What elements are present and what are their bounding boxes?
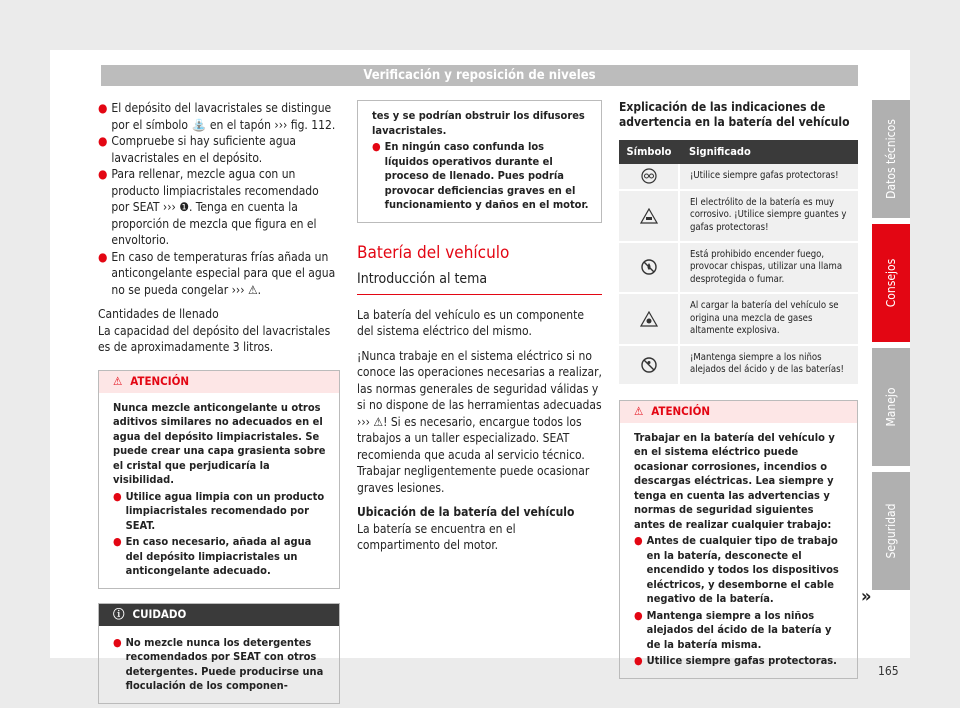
table-row: ¡Utilice siempre gafas protectoras! bbox=[619, 164, 858, 190]
table-row: ¡Mantenga siempre a los niños alejados del ácido y de las baterías! bbox=[619, 345, 858, 385]
column-3 bbox=[619, 100, 858, 679]
list-item: ● No mezcle nunca los detergentes recomendados por SEAT con otros detergentes. Puede producirse una floculación de los componen- bbox=[113, 635, 324, 692]
caution-header: ⓘ CUIDADO bbox=[99, 604, 339, 626]
list-item: ● En caso necesario, añada al agua del depósito limpiacristales un anticongelante adecuado. bbox=[113, 535, 312, 577]
capacity-text: La capacidad del depósito del lavacristales es de aproximadamente 3 litros. bbox=[98, 323, 331, 354]
keep-children-away-icon bbox=[641, 357, 657, 373]
table-row: Está prohibido encender fuego, provocar chispas, utilizar una llama desprotegida o fumar. bbox=[619, 242, 858, 294]
corrosive-icon bbox=[640, 208, 658, 224]
battery-warning-box bbox=[619, 400, 858, 679]
explosive-icon bbox=[640, 311, 658, 327]
capacity-heading: Cantidades de llenado bbox=[98, 307, 219, 321]
caution-icon: ⓘ bbox=[113, 607, 125, 622]
column-header: Significado bbox=[679, 140, 858, 164]
continue-mark: » bbox=[861, 586, 872, 607]
caution-box-continued: tes y se podrían obstruir los difusores lavacristales. ● En ningún caso confunda los líquidos operativos durante el proceso de llenado. Pues podría provocar deficiencias graves en el funcionamiento y daños en el motor. bbox=[357, 100, 602, 223]
table-row: El electrólito de la batería es muy corrosivo. ¡Utilice siempre guantes y gafas protectoras! bbox=[619, 190, 858, 242]
warning-lead: Nunca mezcle anticongelante u otros aditivos similares no adecuados en el agua del depósito limpiacristales. Se puede crear una capa grasienta sobre el cristal que perjudicaría la visibilidad. bbox=[113, 400, 326, 486]
list-item: ● El depósito del lavacristales se distingue por el símbolo ⛲ en el tapón ››› fig. 112. bbox=[98, 101, 336, 132]
goggles-icon bbox=[641, 168, 657, 184]
table-row: Al cargar la batería del vehículo se origina una mezcla de gases altamente explosiva. bbox=[619, 293, 858, 345]
list-item: ● Para rellenar, mezcle agua con un producto limpiacristales recomendado por SEAT ››› ❶. Tenga en cuenta la proporción de mezcla que figura en el envoltorio. bbox=[98, 167, 319, 247]
subsection-title: Introducción al tema bbox=[357, 271, 602, 295]
table-title: Explicación de las indicaciones de advertencia en la batería del vehículo bbox=[619, 100, 850, 129]
tab-seguridad[interactable]: Seguridad bbox=[872, 472, 910, 590]
list-item: ● En caso de temperaturas frías añada un anticongelante especial para que el agua no se pueda congelar ››› ⚠. bbox=[98, 249, 336, 297]
intro-text: La batería del vehículo es un componente del sistema eléctrico del mismo. bbox=[357, 307, 585, 338]
list-item: ● Antes de cualquier tipo de trabajo en la batería, desconecte el encendido y todos los dispositivos eléctricos, y desemborne el cable negativo de la batería. bbox=[634, 534, 839, 605]
tab-manejo[interactable]: Manejo bbox=[872, 348, 910, 466]
column-header: Símbolo bbox=[619, 140, 679, 164]
list-item: ● Utilice agua limpia con un producto limpiacristales recomendado por SEAT. bbox=[113, 489, 325, 532]
warning-header: ⚠ ATENCIÓN bbox=[99, 371, 339, 393]
list-item: ● Mantenga siempre a los niños alejados del ácido de la batería y de la batería misma. bbox=[634, 608, 832, 651]
warning-lead: Trabajar en la batería del vehículo y en el sistema eléctrico puede ocasionar corrosiones, incendios o descargas eléctricas. Lea siempre y tenga en cuenta las advertencias y normas de seguridad siguientes antes de realizar cualquier trabajo: bbox=[634, 430, 835, 531]
location-text: La batería se encuentra en el compartimento del motor. bbox=[357, 521, 516, 552]
list-item: ● En ningún caso confunda los líquidos operativos durante el proceso de llenado. Pues podría provocar deficiencias graves en el funcionamiento y daños en el motor. bbox=[372, 140, 589, 211]
symbols-table bbox=[619, 140, 858, 386]
warning-icon: ⚠ bbox=[634, 404, 644, 419]
caution-box bbox=[98, 603, 340, 704]
page-header: Verificación y reposición de niveles bbox=[101, 65, 858, 86]
location-heading: Ubicación de la batería del vehículo bbox=[357, 505, 575, 519]
list-item: ● Compruebe si hay suficiente agua lavacristales en el depósito. bbox=[98, 134, 297, 165]
tab-datos-tecnicos[interactable]: Datos técnicos bbox=[872, 100, 910, 218]
page-number: 165 bbox=[878, 664, 899, 678]
work-text: ¡Nunca trabaje en el sistema eléctrico si no conoce las operaciones necesarias a realizar, las normas generales de seguridad válidas y si no dispone de las herramientas adecuadas ››› ⚠! Si es necesario, encargue todos los trabajos a un taller especializado. SEAT recomienda que acuda al servicio técnico. Trabajar negligentemente puede ocasionar graves lesiones. bbox=[357, 348, 602, 495]
column-2 bbox=[357, 100, 602, 562]
no-fire-icon bbox=[641, 259, 657, 275]
warning-box bbox=[98, 370, 340, 589]
section-title: Batería del vehículo bbox=[357, 242, 510, 263]
column-1 bbox=[98, 100, 340, 704]
warning-icon: ⚠ bbox=[113, 374, 123, 389]
list-item: ● Utilice siempre gafas protectoras. bbox=[634, 654, 837, 667]
warning-header: ⚠ ATENCIÓN bbox=[620, 401, 857, 423]
tab-consejos[interactable]: Consejos bbox=[872, 224, 910, 342]
